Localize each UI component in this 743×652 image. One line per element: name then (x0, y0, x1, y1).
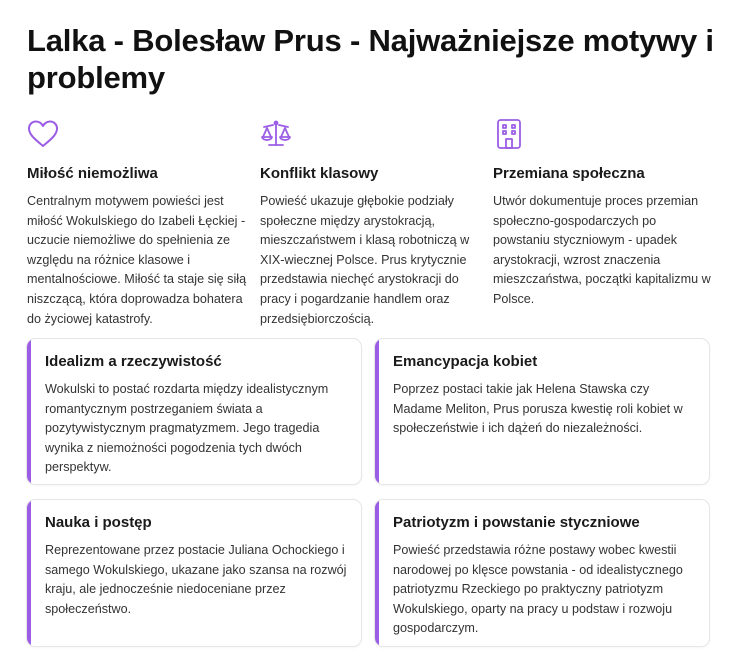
card-nauka (26, 499, 362, 647)
heart-icon (27, 118, 59, 150)
card-text: Powieść przedstawia różne postawy wobec kwestii narodowej po klęsce powstania - od idealistycznego patriotyzmu Rzeckiego po praktyczny patriotyzm Wokulskiego, oparty na pracy u podstaw i rozwoju gospodarczym. (393, 543, 683, 635)
card-idealizm (26, 338, 362, 485)
card-text: Reprezentowane przez postacie Juliana Ochockiego i samego Wokulskiego, ukazane jako szansa na rozwój kraju, ale jednocześnie niedoceniane przez społeczeństwo. (45, 543, 347, 616)
feature-milosc (27, 118, 249, 329)
card-accent-bar (27, 339, 31, 484)
card-text: Poprzez postaci takie jak Helena Stawska czy Madame Meliton, Prus porusza kwestię roli kobiet w społeczeństwie i ich dążeń do niezależności. (393, 382, 683, 435)
card-patriotyzm (374, 499, 710, 647)
feature-title: Konflikt klasowy (260, 165, 379, 182)
page-title: Lalka - Bolesław Prus - Najważniejsze motywy i problemy (27, 23, 714, 95)
scales-icon (260, 118, 292, 150)
feature-text: Centralnym motywem powieści jest miłość Wokulskiego do Izabeli Łęckiej - uczucie niemożliwe do spełnienia ze względu na różnice klasowe i mentalnościowe. Miłość ta staje się siłą niszczącą, która doprowadza bohatera do życiowej katastrofy. (27, 194, 247, 326)
card-title: Patriotyzm i powstanie styczniowe (393, 514, 640, 531)
feature-text: Utwór dokumentuje proces przemian społeczno-gospodarczych po powstaniu styczniowym - upadek arystokracji, wzrost znaczenia mieszczaństwa, początki kapitalizmu w Polsce. (493, 194, 711, 306)
card-accent-bar (375, 500, 379, 646)
feature-title: Przemiana społeczna (493, 165, 645, 182)
building-icon (493, 118, 525, 150)
card-emancypacja (374, 338, 710, 485)
feature-text: Powieść ukazuje głębokie podziały społeczne między arystokracją, mieszczaństwem i klasą robotniczą w XIX-wiecznej Polsce. Prus krytycznie przedstawia niechęć arystokracji do pracy i pogardzanie handlem oraz przedsiębiorczością. (260, 194, 470, 326)
feature-konflikt (260, 118, 482, 329)
feature-przemiana (493, 118, 715, 310)
card-title: Emancypacja kobiet (393, 353, 538, 370)
feature-title: Miłość niemożliwa (27, 165, 158, 182)
card-accent-bar (27, 500, 31, 646)
card-text: Wokulski to postać rozdarta między idealistycznym romantycznym postrzeganiem świata a pozytywistycznym pragmatyzmem. Jego tragedia wynika z niemożności pogodzenia tych dwóch perspektyw. (45, 382, 329, 474)
card-title: Idealizm a rzeczywistość (45, 353, 222, 370)
card-title: Nauka i postęp (45, 514, 152, 531)
card-accent-bar (375, 339, 379, 484)
